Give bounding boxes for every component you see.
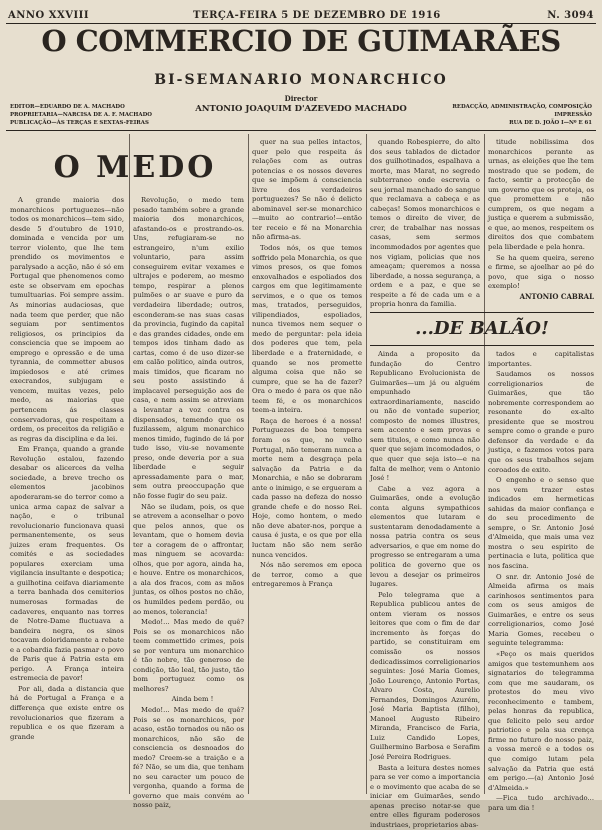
paragraph: Pelo telegrama que a Republica publicou antes de ontem vieram os nossos leitores que com o fim de dar incremento às forças do partido, se constituiram em comissão os nossos dedicadissimos correligionarios seguintes: José Maria Gomes, João Lourenço, Antonio Portas, Alvaro Costa, Aurelio Fernandes, Domingos Azurém, José Maria Baptista (filho), Manoel Augusto Ribeiro Miranda, Francisco de Faria, Luiz Candido Lopes, Guilhermino Barbosa e Serafim José Pereira Rodrigues.: [370, 590, 480, 761]
paragraph: Se ha quem queira, sereno e firme, se ajoelhar ao pé do povo, que siga o nosso exemplo!: [488, 253, 594, 291]
editor-line: EDITOR—EDUARDO DE A. MACHADO: [10, 104, 125, 110]
article-signature: ANTONIO CABRAL: [519, 292, 594, 301]
column-divider: [366, 134, 367, 794]
paragraph: «Peço os mais queridos amigos que testemunhem aos signatarios do telegramma com que me saudaram, os protestos do meu vivo reconhecimento e tambem, pelas honras da republica, que felicito pelo seu ardor patriotico e pela sua crença firme no futuro do nosso paiz, a vossa mercê e a todos os que comigo lutam pela salvação da Patria que está em perigo.—(a) Antonio José d'Almeida.»: [488, 649, 594, 792]
paragraph: —Fica tudo archivado... para um dia !: [488, 794, 594, 812]
column-5-top: [488, 138, 594, 300]
issue-date: TERÇA-FEIRA 5 DE DEZEMBRO DE 1916: [193, 10, 441, 21]
publication-line: PUBLICAÇÃO—ÁS TERÇAS E SEXTAS-FEIRAS: [10, 120, 149, 126]
print-line: IMPRESSÃO: [554, 112, 592, 118]
paragraph: quer na sua pelles intactos, quer pelo que respeita ás relações com as outras potencias e os nossos deveres que se impõem á consciencia livre dos verdadeiros portuguezes? Se não é delicto abominavel ser-se monarchico—muito ao contrario!—então ter receio e fé na Monarchia não afirma-as.: [252, 138, 362, 242]
paragraph: tados e capitalistas importantes.: [488, 350, 594, 368]
header-rule: [6, 130, 596, 131]
masthead-title: O COMMERCIO DE GUIMARÃES: [41, 24, 561, 58]
column-divider: [248, 134, 249, 794]
editorial-info: [10, 103, 210, 127]
dateline: [8, 10, 594, 24]
paragraph: O engenho e o senso que nos vem trazer estes indicados em hermeticas sahidas da maior confiança e do seu procedimento de sempre, o Sr. Antonio José d'Almeida, que mais uma vez mostra o seu espirito de pertinacia e luta, politica que nos fascina.: [488, 476, 594, 571]
column-4-top: [370, 138, 480, 308]
masthead-subtitle: BI-SEMANARIO MONARCHICO: [154, 72, 448, 88]
column-5-bottom: [488, 350, 594, 812]
paragraph: Ainda a proposito da fundação do Centro Republicano Evolucionista de Guimarães—um já ou alguém empunhado extraordinariamente, nascido ou não de vontade superior, composto de nomes illustres, sem accento e sem provas e sem titulos, e como nunca não quer que sejam incomodados, o que quer que seja isto—e na falta de melhor, vem o Antonio José !: [370, 350, 480, 483]
column-4-bottom: [370, 350, 481, 829]
owner-line: PROPRIETARIA—NARCISA DE A. F. MACHADO: [10, 112, 152, 118]
director-label: Director: [284, 94, 318, 103]
column-2: [133, 196, 244, 810]
director-name: ANTONIO JOAQUIM D'AZEVEDO MACHADO: [195, 104, 407, 114]
paragraph: Saudamos os nossos correligionarios de Guimarães, que tão nobremente correspondem ao resonante do ex-alto presidente que se mostrou sempre como o grande e puro defensor da verdade e da justiça, e fazemos votos para que os seus trabalhos sejam coroados de exito.: [488, 370, 594, 474]
paragraph: quando Robespierre, do alto dos seus tablados de dictador dos guilhotinados, espalhava a morte, mas Marat, no segredo subterraneo onde escrevia o seu jornal manchado do sangue que reclamava a cabeça e as cabeças! Somos monarchicos e temos o direito de viver, de crer, de trabalhar nas nossas casas, sem sermos incommodados por agentes que nos vigiam, policias que nos ameaçam; queremos a nossa liberdade, a nossa segurança, a ordem e a paz, e que se respeite a fé de cada um e a propria honra da familia.: [370, 138, 480, 309]
column-3: [252, 138, 362, 796]
street-line: RUA DE D. JOÃO I—Nº E 61: [509, 120, 592, 126]
office-line: REDACÇÃO, ADMINISTRAÇÃO, COMPOSIÇÃO: [452, 104, 592, 110]
signature-block: [488, 292, 594, 306]
headline-de-balao: ...DE BALÃO!: [370, 312, 594, 346]
address-info: [432, 103, 592, 127]
paragraph: Basta a leitura destes nomes para se ver como a importancia e o movimento que acaba de se iniciar em Guimarães, sendo apenas preciso notar-se que entre elles figuram poderosos industriaes, proprietarios abas-: [370, 763, 480, 829]
paragraph: Raça de heroes é a nossa! Portuguezes de boa tempera foram os que, no velho Portugal, não temeram nunca a morte nem a desgraça pela salvação da Patria e da Monarchia, e não se dobraram ante o inimigo, e se ergueram a cada passo na defeza do nosso grande chefe e do nosso Rei. Hoje, como hontem, o medo não deve abater-nos, porque a causa é justa, e os que por ella luctam não são nem serão nunca vencidos.: [252, 416, 362, 559]
paragraph: Em França, quando a grande Revolução estalou, fazendo desabar os alicerces da velha sociedade, a breve trecho os elementos jacobinos apoderaram-se do terror como a unica arma capaz de salvar a nação, e o tribunal revolucionario funcionava quasi permanentemente, os seus juizes eram frequentes. Os comités e as sociedades populares exerciam uma vigilancia insultante e despotica; a guilhotina ceifava diariamente a terra banhada dos cemiterios numerosas formadas de cadaveres, enquanto nas torres de Notre-Dame fluctuava a bandeira negra, os sinos tocavam doloridamente a rebate e a cobardia fazia pasmar o povo de Paris que á Patria esta em perigo. A França inteira estremecia de pavor!: [10, 445, 124, 683]
paragraph: Medo!... Mas medo de quê? Pois se os monarchicos, por acaso, estão tornados ou não os monarchicos, não são de consciencia os desnoados do medo? Creem-se a traição e a fé? Não, se um dia, que tenham no seu caracter um pouco de vergonha, quando a forma de governo que mais convém ao nosso paiz,: [133, 705, 244, 810]
paragraph: Por ali, dada a distancia que há de Portugal a França e a differença que existe entre os revolucionarios que fizeram a republica e os que fizeram a grande: [10, 684, 124, 741]
issue-number: N. 3094: [547, 10, 594, 21]
paragraph: Nós não seremos em epoca de terror, como a que entregaremos à França: [252, 561, 362, 589]
paragraph: Revolução, o medo tem pesado também sobre a grande maioria dos monarchicos, afastando-os e prostrando-os. Uns, refugiaram-se no estrangeiro, n'um exilio voluntario, para assim conseguirem evitar vexames e ultrajes e poderem, ao mesmo tempo, respirar a plenos pulmões o ar suave e puro da verdadeira liberdade; outros, esconderam-se nas suas casas da provincia, fugindo da capital e das grandes cidades, onde em tempos idos tinham dado as cartas, como é de uso dizer-se em calão politico, ainda outros, mais timidos, que ficaram no seu posto assistindo á implacavel perseguição aos de casa, e nem assim se atreviam a levantar a voz contra os dispensados, temendo que os fuzilassem, algum monarchico menos timido, fugindo de lá por tudo isso, viu-se novamente preso, onde deveria por a sua liberdade e seguir apressadamente para o mar, sem outra preoccupação que não fosse fugir do seu paiz.: [133, 196, 244, 500]
column-divider: [129, 134, 130, 794]
paragraph: titude nobilissima dos monarchicos perante as urnas, as eleições que lhe tem mostrado que se podem, de facto, sentir a protecção de um governo que os proteja, os que promettem e não cumprem, os que negam a justiça e querem a submissão, e que, ao menos, respeitem os direitos dos que combatem pela liberdade e pela honra.: [488, 138, 594, 252]
paragraph: O snr. dr. Antonio José de Almeida afirma os mais carinhosos sentimentos para com os seus amigos de Guimarães, e entre os seus correligionarios, como José Maria Gomes, recebeu o seguinte telegramma:: [488, 572, 594, 648]
column-1: [10, 196, 124, 796]
paragraph: Todos nós, os que temos soffrido pela Monarchia, os que vimos presos, os que fomos enxovalhados e espoliados dos cargos em que legitimamente servimos, e o que os temos mas, tratados, perseguidos, vilipendiados, espoliados, nunca tivemos nem sequer o medo de perguntar: pela ideia dos poderes que tem, pela liberdade e a fraternidade, e quando se nos promette alguma coisa que não se cumpre, que se ha de fazer? Ora o medo é para os que não teem fé, e os monarchicos teem-a inteira.: [252, 244, 362, 415]
paragraph: Não se iludam, pois, os que se atrevem a aconselhar o povo que pelos annos, que os levantam, que o homem devia ter a coragem de o affrontar, mas ninguem se acovarda: olhos, que por agora, ainda ha, e houve. Entre os monarchicos, a ala dos fracos, com as mãos juntas, os olhos postos no chão, os humildes pedem perdão, ou ao menos, tolerancia!: [133, 502, 244, 616]
year-label: ANNO XXVIII: [8, 10, 90, 21]
headline-o-medo: O MEDO: [53, 150, 217, 185]
paragraph: Medo!... Mas medo de quê? Pois se os monarchicos não teem commettido crimes, pois se por ventura um monarchico é tão nobre, tão generoso de condição, tão leal, tão justo, tão bom portuguez como os melhores?: [133, 618, 244, 693]
paragraph: Ainda bem !: [171, 695, 214, 704]
column-divider: [484, 134, 485, 794]
paragraph: Cabe a vez agora a Guimarães, onde a evolução conta alguns sympathicos elementos que lutaram e sustentaram denodadamente a nossa patria contra os seus adversarios, e que em nome do progresso se entregaram a uma politica de governo que os levou a desejar os primeiros lugares.: [370, 484, 481, 589]
paragraph: A grande maioria dos monarchicos portuguezes—não todos os monarchicos—tem sido, desde 5 d'outubro de 1910, dominada e vencida por um terror violento, que lhe tem prendido os movimentos e paralysado a acção, não é só em Portugal que phenomenos como este se observam em epochas tumultuarias. Foi sempre assim. As minorias audaciosas, que nada teem que perder, que não seguiam por sentimentos religiosos, os principios da consciencia que se impoem ao emprego e opressão e de uma tyrannia, de commetter abusos impiedosos e até crimes execrandos, subjugam e vencem, muitas vezes, pelo medo, as maiorias que pertencem ás classes conservadoras, que respeitam a ordem, os preceitos da religião e as regras da disciplina e da lei.: [10, 196, 124, 443]
